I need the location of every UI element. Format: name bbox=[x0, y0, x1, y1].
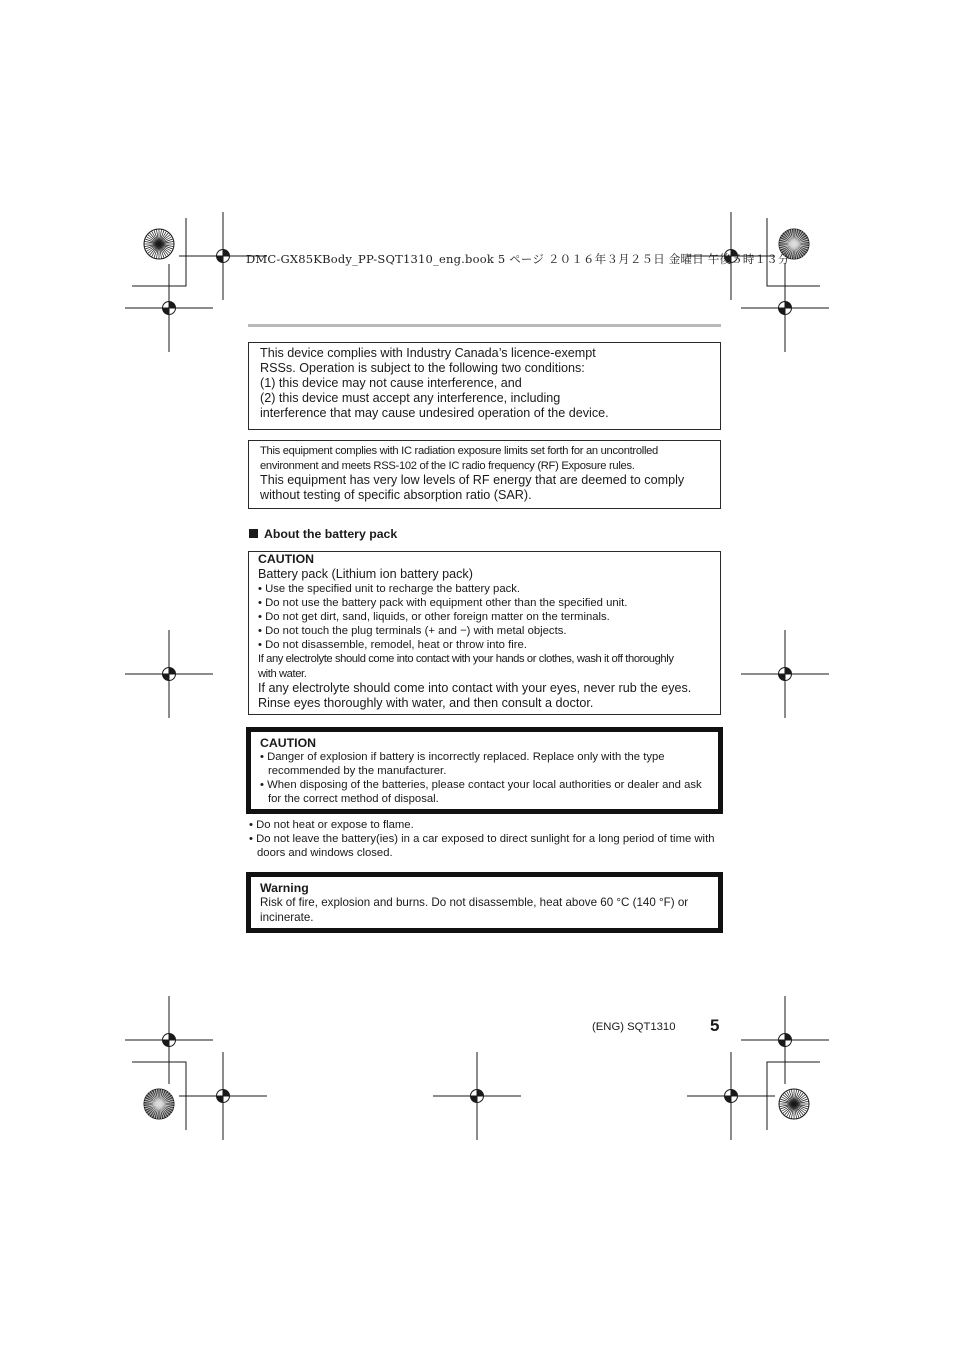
notice-line: This device complies with Industry Canada’s licence-exempt bbox=[260, 346, 596, 360]
crosshair-quadrant bbox=[779, 1040, 786, 1047]
battery-section-heading bbox=[249, 527, 397, 541]
caution-title: CAUTION bbox=[260, 736, 317, 750]
industry-canada-notice-box bbox=[248, 342, 721, 430]
page-number: 5 bbox=[710, 1016, 720, 1035]
caution-title: CAUTION bbox=[258, 552, 315, 566]
rf-small-line: This equipment complies with IC radiation exposure limits set forth for an uncontrolled bbox=[260, 445, 658, 457]
crosshair-quadrant bbox=[779, 308, 786, 315]
general-battery-bullets bbox=[249, 818, 722, 860]
crosshair-quadrant bbox=[471, 1096, 478, 1103]
crosshair-quadrant bbox=[785, 302, 792, 309]
print-info-header: DMC-GX85KBody_PP-SQT1310_eng.book 5 ページ ２０１６年３月２５日 金曜日 午後５時１３分 bbox=[246, 252, 790, 266]
electrolyte-hands-line: If any electrolyte should come into contact with your hands or clothes, wash it off thoroughly bbox=[258, 653, 674, 665]
top-divider-rule bbox=[248, 324, 721, 327]
footer-document-code: (ENG) SQT1310 bbox=[592, 1021, 676, 1033]
warning-text: Risk of fire, explosion and burns. Do not disassemble, heat above 60 °C (140 °F) or incinerate. bbox=[260, 896, 689, 924]
caution-subtitle: Battery pack (Lithium ion battery pack) bbox=[258, 567, 473, 581]
crosshair-quadrant bbox=[779, 674, 786, 681]
caution-bullet: • Do not get dirt, sand, liquids, or other foreign matter on the terminals. bbox=[258, 611, 610, 623]
battery-section-heading-text: About the battery pack bbox=[264, 527, 398, 541]
rf-small-line: environment and meets RSS-102 of the IC radio frequency (RF) Exposure rules. bbox=[260, 459, 635, 472]
general-bullet: • Do not heat or expose to flame. bbox=[249, 819, 414, 831]
crosshair-quadrant bbox=[169, 1034, 176, 1041]
notice-line: (1) this device may not cause interference, and bbox=[260, 376, 522, 390]
crosshair-quadrant bbox=[223, 1090, 230, 1097]
notice-line: RSSs. Operation is subject to the following two conditions: bbox=[260, 361, 585, 375]
electrolyte-hands-line: with water. bbox=[258, 667, 307, 680]
crosshair-quadrant bbox=[725, 1096, 732, 1103]
explosion-caution-box bbox=[246, 727, 723, 814]
electrolyte-eyes-line: Rinse eyes thoroughly with water, and then consult a doctor. bbox=[258, 696, 594, 710]
caution-bullet: • Do not disassemble, remodel, heat or throw into fire. bbox=[258, 639, 527, 651]
crosshair-quadrant bbox=[163, 308, 170, 315]
caution-bullet: • Do not touch the plug terminals (+ and −) with metal objects. bbox=[258, 625, 567, 637]
crosshair-quadrant bbox=[785, 668, 792, 675]
rf-line: This equipment has very low levels of RF energy that are deemed to comply bbox=[260, 473, 685, 487]
notice-line: interference that may cause undesired operation of the device. bbox=[260, 406, 609, 420]
warning-title: Warning bbox=[260, 881, 309, 895]
warning-box bbox=[246, 872, 723, 933]
crosshair-quadrant bbox=[169, 302, 176, 309]
square-bullet-icon bbox=[249, 529, 258, 538]
notice-line: (2) this device must accept any interference, including bbox=[260, 391, 561, 405]
crosshair-quadrant bbox=[731, 1090, 738, 1097]
crosshair-quadrant bbox=[163, 674, 170, 681]
crosshair-quadrant bbox=[223, 250, 230, 257]
crosshair-quadrant bbox=[477, 1090, 484, 1097]
crosshair-quadrant bbox=[217, 1096, 224, 1103]
electrolyte-eyes-line: If any electrolyte should come into contact with your eyes, never rub the eyes. bbox=[258, 681, 692, 695]
crosshair-quadrant bbox=[169, 668, 176, 675]
crosshair-quadrant bbox=[163, 1040, 170, 1047]
caution-bullet: • Danger of explosion if battery is incorrectly replaced. Replace only with the type recommended by the manufacturer. bbox=[260, 751, 665, 777]
crosshair-quadrant bbox=[217, 256, 224, 263]
caution-bullet: • Do not use the battery pack with equipment other than the specified unit. bbox=[258, 597, 628, 609]
crosshair-quadrant bbox=[785, 1034, 792, 1041]
battery-caution-box bbox=[248, 551, 721, 715]
caution-bullet: • Use the specified unit to recharge the battery pack. bbox=[258, 583, 521, 595]
caution-bullet: • When disposing of the batteries, please contact your local authorities or dealer and ask for the correct method of disposal. bbox=[260, 779, 702, 805]
general-bullet: • Do not leave the battery(ies) in a car exposed to direct sunlight for a long period of time with doors and windows closed. bbox=[249, 833, 715, 859]
rf-exposure-notice-box bbox=[248, 440, 721, 509]
rf-line: without testing of specific absorption ratio (SAR). bbox=[260, 488, 532, 502]
